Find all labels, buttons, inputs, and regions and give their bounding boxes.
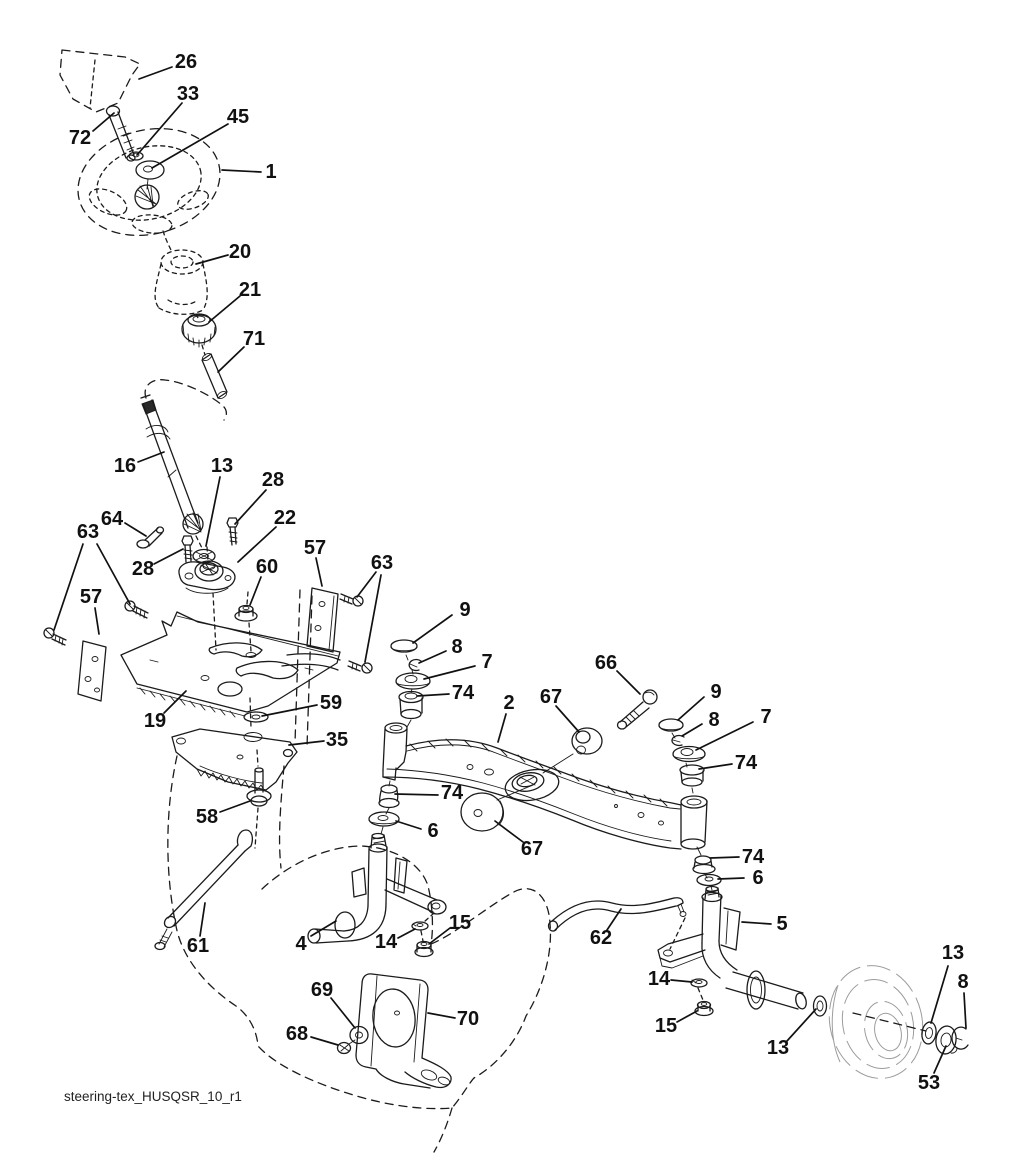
leader-line-28	[154, 549, 183, 564]
washer-14-right	[691, 979, 707, 987]
part-callout-57: 57	[303, 537, 327, 559]
flange-bearing-22	[179, 547, 235, 650]
part-callout-66: 66	[594, 652, 618, 674]
washer-69	[350, 1027, 368, 1044]
part-callout-1: 1	[265, 161, 277, 183]
leader-line-61	[200, 903, 205, 936]
leader-line-14	[398, 929, 415, 938]
leader-line-68	[311, 1037, 338, 1045]
leader-line-74	[395, 794, 438, 795]
diagram-caption: steering-tex_HUSQSR_10_r1	[64, 1089, 242, 1104]
leader-line-58	[220, 801, 250, 812]
part-callout-74: 74	[734, 752, 758, 774]
part-callout-14: 14	[374, 931, 398, 953]
part-callout-69: 69	[310, 979, 334, 1001]
part-callout-13: 13	[766, 1037, 790, 1059]
leader-line-8	[419, 651, 446, 663]
stack-left-upper	[391, 640, 430, 727]
spindle-4	[308, 834, 446, 944]
sector-gear-35	[172, 729, 297, 790]
steering-wheel-1	[67, 114, 232, 252]
washer-67-lower	[461, 785, 533, 831]
leader-line-67	[495, 821, 523, 842]
washer-59	[244, 712, 268, 722]
leader-line-64	[125, 523, 146, 536]
leader-line-6	[718, 878, 744, 879]
part-callout-8: 8	[708, 709, 720, 731]
part-callout-53: 53	[917, 1072, 941, 1094]
part-callout-58: 58	[195, 806, 219, 828]
bracket-70	[356, 974, 451, 1088]
front-wheel-ghost	[818, 956, 935, 1089]
part-callout-19: 19	[143, 710, 167, 732]
leader-line-63	[357, 572, 376, 597]
shaft-extension-71	[201, 352, 228, 400]
leader-line-53	[934, 1046, 946, 1073]
part-callout-33: 33	[176, 83, 200, 105]
leader-line-14	[671, 980, 692, 982]
leader-line-74	[699, 764, 732, 769]
part-callout-9: 9	[459, 599, 471, 621]
tie-rod-62	[549, 898, 687, 949]
part-callout-8: 8	[957, 971, 969, 993]
part-callout-28: 28	[261, 469, 285, 491]
part-callout-74: 74	[741, 846, 765, 868]
part-callout-57: 57	[79, 586, 103, 608]
leader-line-9	[413, 615, 452, 643]
leader-line-66	[617, 671, 640, 694]
bolt-66	[618, 690, 658, 729]
leader-line-60	[250, 577, 261, 605]
stack-right-lower	[693, 847, 721, 890]
part-callout-6: 6	[752, 867, 764, 889]
leader-line-33	[137, 103, 182, 155]
leader-line-74	[710, 857, 739, 858]
stack-left-lower	[369, 781, 399, 834]
part-callout-20: 20	[228, 241, 252, 263]
steering-boot-20	[155, 250, 207, 318]
leader-line-57	[316, 558, 322, 586]
screw-68	[338, 1040, 356, 1054]
shoulder-bolt-58	[247, 768, 271, 848]
part-callout-60: 60	[255, 556, 279, 578]
washer-67-upper	[543, 728, 602, 773]
spindle-5	[658, 887, 808, 1011]
part-callout-15: 15	[654, 1015, 678, 1037]
leader-line-69	[331, 998, 355, 1028]
leader-line-70	[428, 1013, 455, 1018]
nut-33	[129, 152, 143, 160]
part-callout-7: 7	[760, 706, 772, 728]
leader-line-26	[139, 67, 172, 79]
nut-15-right	[695, 1002, 713, 1016]
drag-link-61	[155, 830, 252, 950]
part-callout-61: 61	[186, 935, 210, 957]
steering-wheel-cover-26	[60, 50, 140, 112]
leader-line-71	[218, 347, 244, 372]
part-callout-8: 8	[451, 636, 463, 658]
retainer-pin-64	[137, 527, 164, 548]
part-callout-74: 74	[440, 782, 464, 804]
part-callout-9: 9	[710, 681, 722, 703]
leader-line-63	[365, 575, 381, 662]
leader-line-1	[222, 170, 261, 172]
leader-line-67	[556, 706, 579, 732]
leader-line-9	[678, 697, 704, 720]
part-callout-68: 68	[285, 1023, 309, 1045]
leader-line-6	[396, 821, 421, 829]
part-callout-2: 2	[503, 692, 515, 714]
leader-line-7	[424, 666, 475, 679]
part-callout-26: 26	[174, 51, 198, 73]
part-callout-74: 74	[451, 682, 475, 704]
part-callout-72: 72	[68, 127, 92, 149]
lock-nut-60	[235, 592, 257, 658]
part-callout-63: 63	[370, 552, 394, 574]
leader-line-13	[206, 477, 220, 546]
part-callout-13: 13	[941, 942, 965, 964]
leader-line-57	[95, 608, 99, 634]
part-callout-22: 22	[273, 507, 297, 529]
part-callout-59: 59	[319, 692, 343, 714]
leader-line-35	[289, 741, 324, 745]
part-callout-71: 71	[242, 328, 266, 350]
part-callout-70: 70	[456, 1008, 480, 1030]
washer-13-axle	[814, 996, 827, 1016]
part-callout-13: 13	[210, 455, 234, 477]
leader-line-16	[138, 452, 164, 462]
screws-63-right	[340, 594, 372, 673]
part-callout-28: 28	[131, 558, 155, 580]
part-callout-15: 15	[448, 912, 472, 934]
part-callout-35: 35	[325, 729, 349, 751]
leader-line-7	[696, 722, 753, 750]
leader-line-8	[682, 724, 702, 736]
stack-right-upper	[659, 719, 705, 793]
part-callout-5: 5	[776, 913, 788, 935]
part-callout-64: 64	[100, 508, 124, 530]
leader-line-63	[54, 544, 83, 630]
part-callout-45: 45	[226, 106, 250, 128]
part-callout-7: 7	[481, 651, 493, 673]
leader-line-8	[964, 993, 966, 1028]
leader-line-28	[235, 490, 266, 524]
leader-line-2	[498, 714, 506, 742]
leader-line-5	[742, 922, 771, 924]
leader-line-13	[787, 1009, 816, 1041]
leader-line-21	[209, 296, 240, 322]
part-callout-67: 67	[539, 686, 563, 708]
part-callout-14: 14	[647, 968, 671, 990]
washer-53	[934, 1025, 958, 1056]
callout-layer	[54, 51, 969, 1094]
leader-line-15	[677, 1011, 697, 1022]
leader-line-13	[931, 966, 948, 1023]
part-callout-67: 67	[520, 838, 544, 860]
part-callout-63: 63	[76, 521, 100, 543]
part-callout-21: 21	[238, 279, 262, 301]
part-callout-6: 6	[427, 820, 439, 842]
bracket-57-left	[78, 641, 106, 701]
part-callout-62: 62	[589, 927, 613, 949]
part-callout-4: 4	[295, 933, 307, 955]
part-callout-16: 16	[113, 455, 137, 477]
leader-line-72	[93, 113, 114, 131]
